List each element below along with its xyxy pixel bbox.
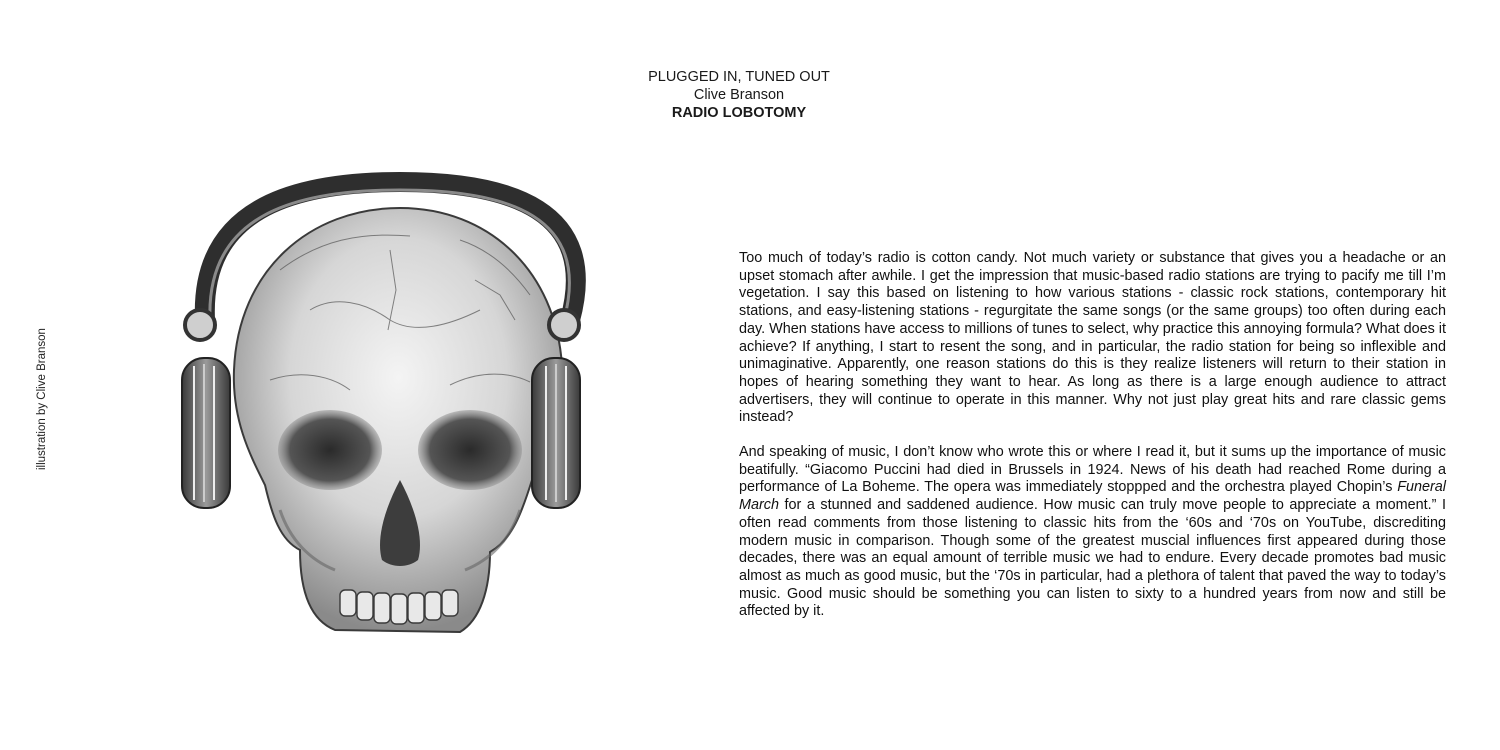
left-earcup <box>182 310 230 508</box>
author-name: Clive Branson <box>693 87 785 103</box>
skull-shape <box>234 208 563 632</box>
italic-title: Funeral March <box>739 479 1446 514</box>
illustration-credit: illustration by Clive Branson <box>36 328 48 470</box>
series-title: PLUGGED IN, TUNED OUT <box>648 69 830 85</box>
page-header <box>0 68 1478 122</box>
article-paragraph-2 <box>739 444 1446 621</box>
skull-headphones-illustration <box>160 120 640 680</box>
article-body <box>739 250 1446 638</box>
right-eye-socket <box>418 410 522 490</box>
article-title: RADIO LOBOTOMY <box>671 105 807 121</box>
left-eye-socket <box>278 410 382 490</box>
paragraph-2-text-after: for a stunned and saddened audience. How music can truly move people to appreciate a moment.” I often read comments from those listening to classic hits from the ‘60s and ‘70s on YouTube, discrediting modern music in comparison. Though some of the greatest muscial influences first appeared during those decades, there was an equal amount of terrible music we had to endure. Every decade promotes bad music almost as much as good music, but the ‘70s in particular, had a plethora of talent that paved the way to today’s music. Good music should be something you can listen to sixty to a hundred years from now and still be affected by it. <box>739 497 1446 620</box>
paragraph-2-text-before: And speaking of music, I don’t know who wrote this or where I read it, but it sums up the importance of music beatifully. “Giacomo Puccini had died in Brussels in 1924. News of his death had reached Rome during a performance of La Boheme. The opera was immediately stoppped and the orchestra played Chopin’s <box>739 444 1446 496</box>
article-paragraph-1: Too much of today’s radio is cotton candy. Not much variety or substance that gives you a headache or an upset stomach after awhile. I get the impression that music-based radio stations are trying to pacify me till I’m vegetation. I say this based on listening to how various stations - classic rock stations, contemporary hit stations, and easy-listening stations - regurgitate the same songs (or the same groups) too often during each day. When stations have access to millions of tunes to select, why practice this annoying formula? What does it achieve? If anything, I start to resent the song, and in particular, the radio station for being so inflexible and unimaginative. Apparently, one reason stations do this is they realize listeners will return to their station in hopes of hearing something they want to hear. As long as there is a large enough audience to attract advertisers, they will continue to operate in this manner. Why not just play great hits and rare classic gems instead? <box>739 250 1446 426</box>
